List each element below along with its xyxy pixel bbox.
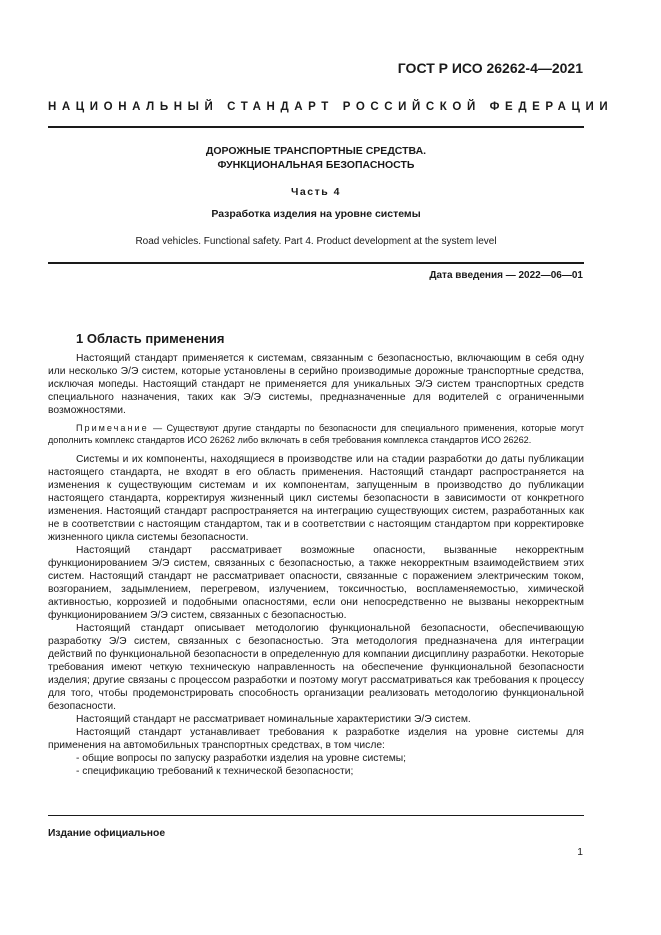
section-body bbox=[48, 352, 584, 778]
document-code: ГОСТ Р ИСО 26262-4—2021 bbox=[397, 60, 583, 76]
note-text: — Существуют другие стандарты по безопасности для специального применения, которые могут дополнить комплекс стандартов ИСО 26262 либо включать в себя требования комплекса стандартов ИСО 26262. bbox=[48, 423, 584, 445]
paragraph-6: Настоящий стандарт устанавливает требования к разработке изделия на уровне системы для применения на автомобильных транспортных средствах, в том числе: bbox=[48, 727, 584, 751]
paragraph-1: Настоящий стандарт применяется к системам, связанным с безопасностью, включающим в себя одну или несколько Э/Э систем, которые установлены в серийно производимые дорожные транспортные средства, исключая мопеды. Настоящий стандарт не применяется для уникальных Э/Э систем транспортных средств специального назначения, таких как Э/Э системы, предназначенные для водителей с ограниченными возможностями. bbox=[48, 353, 584, 416]
page-number: 1 bbox=[577, 847, 583, 858]
paragraph-2: Системы и их компоненты, находящиеся в производстве или на стадии разработки до даты публикации настоящего стандарта, не входят в его область применения. Настоящий стандарт распространяется на изменения к существующим системам и их компонентам, запущенным в производство до публикации настоящего стандарта, корректируя жизненный цикл системы безопасности в зависимости от конкретного изменения. Настоящий стандарт распространяется на интеграцию существующих систем, разработанных как не в соответствии с настоящим стандартом, так и в соответствии с настоящим стандартом при корректировке жизненного цикла системы безопасности. bbox=[48, 454, 584, 543]
paragraph-5: Настоящий стандарт не рассматривает номинальные характеристики Э/Э систем. bbox=[76, 714, 471, 725]
note-label: Примечание bbox=[76, 423, 149, 433]
footer-divider bbox=[48, 815, 584, 816]
document-subtitle: Разработка изделия на уровне системы bbox=[211, 208, 421, 220]
top-divider bbox=[48, 126, 584, 128]
bottom-divider-thick bbox=[48, 262, 584, 264]
document-title bbox=[48, 144, 584, 172]
title-line-1: ДОРОЖНЫЕ ТРАНСПОРТНЫЕ СРЕДСТВА. bbox=[205, 145, 427, 157]
paragraph-3: Настоящий стандарт рассматривает возможные опасности, вызванные некорректным функционированием Э/Э систем, связанных с безопасностью, а также некорректным взаимодействием этих систем. Настоящий стандарт не рассматривает опасности, связанные с поражением электрическим током, возгоранием, задымлением, перегревом, излучением, токсичностью, воспламеняемостью, химической активностью, коррозией и подобными опасностями, если они непосредственно не вызваны некорректным функционированием Э/Э систем, связанных с безопасностью. bbox=[48, 545, 584, 621]
list-item: - спецификацию требований к технической безопасности; bbox=[76, 766, 354, 777]
title-line-2: ФУНКЦИОНАЛЬНАЯ БЕЗОПАСНОСТЬ bbox=[217, 159, 415, 171]
part-label: Часть 4 bbox=[291, 186, 341, 198]
official-edition-label: Издание официальное bbox=[48, 828, 166, 839]
national-standard-banner: НАЦИОНАЛЬНЫЙ СТАНДАРТ РОССИЙСКОЙ ФЕДЕРАЦИИ bbox=[48, 101, 614, 113]
note bbox=[48, 422, 584, 446]
introduction-date: Дата введения — 2022—06—01 bbox=[429, 270, 583, 281]
english-title: Road vehicles. Functional safety. Part 4. Product development at the system level bbox=[135, 236, 497, 247]
list-item: - общие вопросы по запуску разработки изделия на уровне системы; bbox=[76, 753, 407, 764]
section-heading: 1 Область применения bbox=[76, 331, 225, 346]
paragraph-4: Настоящий стандарт описывает методологию функциональной безопасности, обеспечивающую разработку Э/Э систем, связанных с безопасностью. Эта методология предназначена для интеграции действий по функциональной безопасности в определенную для компании дисциплину разработки. Некоторые требования имеют четкую техническую направленность на обеспечение функциональной безопасности изделия; другие связаны с процессом разработки и поэтому могут рассматриваться как требования к процессу для того, чтобы продемонстрировать способность организации реализовать методологию функциональной безопасности. bbox=[48, 623, 584, 712]
